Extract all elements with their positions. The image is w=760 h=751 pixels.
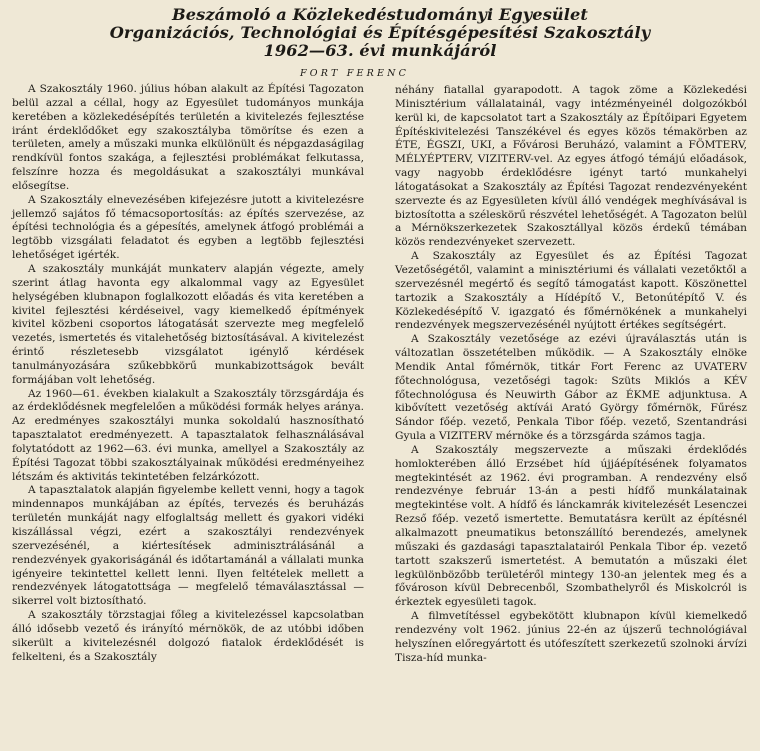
author-name: FORT FERENC bbox=[300, 68, 410, 79]
paragraph: A filmvetítéssel egybekötött klubnapon kívül kiemelkedő rendezvény volt 1962. június 22-én az újszerű technológiával helyszínen előregyártott és utófeszített szerkezetű szolnoki árvízi Tisza-híd munka- bbox=[395, 610, 747, 664]
title-line-1: Beszámoló a Közlekedéstudományi Egyesület bbox=[171, 5, 588, 24]
paragraph: A szakosztály törzstagjai főleg a kivitelezéssel kapcsolatban álló idősebb vezető és irányító mérnökök, de az utóbbi időben sikerült a kivitelezésnél dolgozó fiatalok érdeklődését is felkelteni, és a Szakosztály bbox=[12, 609, 364, 663]
paragraph: A Szakosztály megszervezte a műszaki érdeklődés homlokterében álló Erzsébet híd újjáépítésének folyamatos megtekintését az 1962. évi programban. A rendezvény első rendezvénye február 13-án a pesti hídfő munkálatainak megtekintése volt. A hídfő és lánckamrák kivitelezését Lesenczei Rezső főép. vezető ismertette. Bemutatásra került az építésnél alkalmazott pneumatikus betonszállító berendezés, amelynek műszaki és gazdasági tapasztalatairól Penkala Tibor ép. vezető tartott szakszerű ismertetést. A bemutatón a műszaki élet legkülönbözőbb területéről mintegy 130-an jelentek meg és a fővároson kívül Debrecenből, Szombathelyről és Miskolcról is érkeztek egyesületi tagok. bbox=[395, 443, 747, 609]
paragraph: A Szakosztály az Egyesület és az Építési Tagozat Vezetőségétől, valamint a minisztériumi és vállalati vezetőktől a szervezésnél megértő és segítő támogatást kapott. Köszönettel tartozik a Szakosztály a Hídépítő V., Betonútépítő V. és Közlekedésépítő V. igazgató és főmérnökének a munkahelyi rendezvények megszervezésénél nyújtott értékes segítségért. bbox=[395, 250, 747, 332]
article-title bbox=[0, 0, 760, 60]
title-line-3: 1962—63. évi munkájáról bbox=[263, 41, 497, 60]
left-column bbox=[12, 83, 364, 664]
paragraph: A szakosztály munkáját munkaterv alapján végezte, amely szerint átlag havonta egy alkalommal vagy az Egyesület helységében klubnapon foglalkozott előadás és vita keretében a kivitel fejlesztési kérdéseivel, vagy kiemelkedő építmények kivitel közbeni csoportos látogatását szervezte meg megfelelő vezetés, ismertetés és vitalehetőség biztosításával. A kivitelezést érintő részletesebb vizsgálatot igénylő kérdések tanulmányozására szűkebbkörű munkabizottságok bevált formájában volt lehetőség. bbox=[12, 262, 364, 386]
paragraph: A Szakosztály 1960. július hóban alakult az Építési Tagozaton belül azzal a céllal, hogy az Egyesület tudományos munkája keretében a közlekedésépítés területén a kivitelezés fejlesztése iránt érdeklődőket egy szakosztályba tömörítse és ezen a területen, amely a műszaki munka elkülönült és népgazdaságilag rendkívül fontos szakága, a fejlesztési problémákat felkutassa, felszínre hozza és megoldásukat a szakosztályi munkával elősegítse. bbox=[12, 83, 364, 192]
paragraph: A Szakosztály elnevezésében kifejezésre jutott a kivitelezésre jellemző sajátos fő témacsoportosítás: az építés szervezése, az építési technológia és a gépesítés, amelynek átfogó problémái a legtöbb vizsgálati feladatot és egyben a legtöbb fejlesztési lehetőséget igérték. bbox=[12, 193, 364, 262]
paragraph: néhány fiatallal gyarapodott. A tagok zöme a Közlekedési Minisztérium vállalatainál, vagy intézményeinél dolgozókból kerül ki, de kapcsolatot tart a Szakosztály az Építőipari Egyetem Építéskivitelezési Tanszékével és egyes közös témakörben az ÉTE, ÉGSZI, UKI, a Fővárosi Beruházó, valamint a FÖMTERV, MÉLYÉPTERV, VIZITERV-vel. Az egyes átfogó témájú előadások, vagy nagyobb érdeklődésre igényt tartó munkahelyi látogatásokat a Szakosztály az Építési Tagozat rendezvényeként szervezte és az Egyesületen kívül álló vendégek meghívásával is biztosította a széleskörű részvétel lehetőségét. A Tagozaton belül a Mérnökszerkezetek Szakosztállyal közös érdekű témában közös rendezvényeket szervezett. bbox=[395, 84, 747, 249]
paragraph: A Szakosztály vezetősége az ezévi újraválasztás után is változatlan összetételben működik. — A Szakosztály elnöke Mendik Antal főmérnök, titkár Fort Ferenc az UVATERV főtechnológusa, vezetőségi tagok: Szüts Miklós a KÉV főtechnológusa és Neuwirth Gábor az ÉKME adjunktusa. A kibővített vezetőség aktívái Arató György főmérnök, Fűrész Sándor főép. vezető, Penkala Tibor főép. vezető, Szentandrási Gyula a VIZITERV mérnöke és a törzsgárda számos tagja. bbox=[395, 333, 747, 443]
title-line-2: Organizációs, Technológiai és Építésgépesítési Szakosztály bbox=[109, 23, 651, 42]
right-column bbox=[395, 84, 747, 665]
paragraph: Az 1960—61. években kialakult a Szakosztály törzsgárdája és az érdeklődésnek megfelelően a működési formák helyes aránya. Az eredményes szakosztályi munka sokoldalú hasznosítható tapasztalatot eredményezett. A tapasztalatok felhasználásával folytatódott az 1962—63. évi munka, amellyel a Szakosztály az Építési Tagozat többi szakosztályainak működési eredményeihez létszám és aktivitás tekintetében felzárkózott. bbox=[12, 387, 364, 483]
paragraph: A tapasztalatok alapján figyelembe kellett venni, hogy a tagok mindennapos munkájában az építés, tervezés és beruházás területén munkáját nagy elfoglaltság mellett és gyakori vidéki kiszállással végzi, ezért a szakosztályi rendezvények szervezésénél, a kiértesítések adminisztrálásánál a rendezvények gyakoriságánál és időtartamánál a vállalati munka igényeire tekintettel kellett lenni. Ilyen feltételek mellett a rendezvények látogatottsága — megfelelő témaválasztással — sikerrel volt biztosítható. bbox=[12, 484, 364, 608]
